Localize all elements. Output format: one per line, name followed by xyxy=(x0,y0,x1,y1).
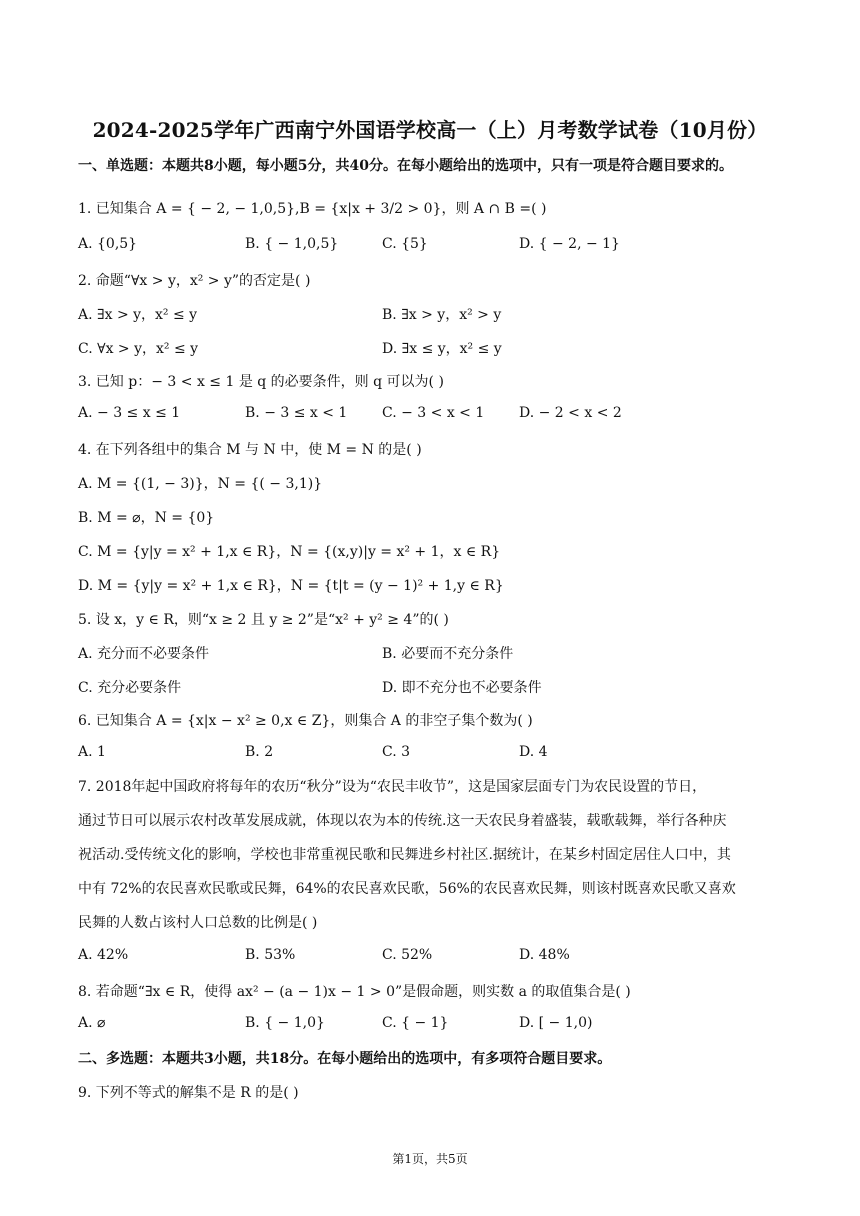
question-2-stem: 2. 命题“∀x > y，x² > y”的否定是( ) xyxy=(78,273,311,289)
q2-option-b: B. ∃x > y，x² > y xyxy=(382,307,502,323)
section-multiple-choice-heading: 二、多选题：本题共3小题，共18分。在每小题给出的选项中，有多项符合题目要求。 xyxy=(78,1051,612,1067)
q4-option-d: D. M = {y|y = x² + 1,x ∈ R}，N = {t|t = (y − 1)² + 1,y ∈ R} xyxy=(78,578,504,594)
q8-option-b: B. { − 1,0} xyxy=(245,1015,325,1031)
q1-option-a: A. {0,5} xyxy=(78,236,138,252)
q3-option-d: D. − 2 < x < 2 xyxy=(519,405,622,421)
q6-option-d: D. 4 xyxy=(519,744,548,760)
question-3-stem: 3. 已知 p：− 3 < x ≤ 1 是 q 的必要条件，则 q 可以为( ) xyxy=(78,374,444,390)
q5-option-c: C. 充分必要条件 xyxy=(78,680,182,696)
question-6-stem: 6. 已知集合 A = {x|x − x² ≥ 0,x ∈ Z}，则集合 A 的非空子集个数为( ) xyxy=(78,713,533,729)
q7-option-b: B. 53% xyxy=(245,947,296,963)
q4-option-c: C. M = {y|y = x² + 1,x ∈ R}，N = {(x,y)|y = x² + 1，x ∈ R} xyxy=(78,544,501,560)
question-9-stem: 9. 下列不等式的解集不是 R 的是( ) xyxy=(78,1085,299,1101)
q5-option-d: D. 即不充分也不必要条件 xyxy=(382,680,542,696)
q2-option-d: D. ∃x ≤ y，x² ≤ y xyxy=(382,341,502,357)
q7-line-3: 祝活动.受传统文化的影响，学校也非常重视民歌和民舞进乡村社区.据统计，在某乡村固定居住人口中，其 xyxy=(78,847,731,863)
section-single-choice-heading: 一、单选题：本题共8小题，每小题5分，共40分。在每小题给出的选项中，只有一项是符合题目要求的。 xyxy=(78,158,733,174)
q3-option-b: B. − 3 ≤ x < 1 xyxy=(245,405,348,421)
q2-option-c: C. ∀x > y，x² ≤ y xyxy=(78,341,199,357)
q1-option-b: B. { − 1,0,5} xyxy=(245,236,339,252)
question-1-stem: 1. 已知集合 A = { − 2, − 1,0,5},B = {x|x + 3/2 > 0}，则 A ∩ B =( ) xyxy=(78,201,547,217)
q7-line-2: 通过节日可以展示农村改革发展成就，体现以农为本的传统.这一天农民身着盛装，载歌载舞，举行各种庆 xyxy=(78,813,727,829)
exam-title: 2024-2025学年广西南宁外国语学校高一（上）月考数学试卷（10月份） xyxy=(92,118,768,142)
q7-option-a: A. 42% xyxy=(78,947,129,963)
q8-option-c: C. { − 1} xyxy=(382,1015,449,1031)
question-5-stem: 5. 设 x，y ∈ R，则“x ≥ 2 且 y ≥ 2”是“x² + y² ≥ 4”的( ) xyxy=(78,612,449,628)
q5-option-a: A. 充分而不必要条件 xyxy=(78,646,210,662)
q7-option-d: D. 48% xyxy=(519,947,570,963)
question-7-stem xyxy=(78,770,786,940)
page-footer: 第1页，共5页 xyxy=(392,1152,468,1166)
q1-option-d: D. { − 2, − 1} xyxy=(519,236,620,252)
q7-line-4: 中有 72%的农民喜欢民歌或民舞，64%的农民喜欢民歌，56%的农民喜欢民舞，则该村既喜欢民歌又喜欢 xyxy=(78,881,736,897)
q7-option-c: C. 52% xyxy=(382,947,433,963)
q3-option-c: C. − 3 < x < 1 xyxy=(382,405,485,421)
q5-option-b: B. 必要而不充分条件 xyxy=(382,646,514,662)
q8-option-a: A. ⌀ xyxy=(78,1015,106,1031)
q8-option-d: D. [ − 1,0) xyxy=(519,1015,593,1031)
q7-line-5: 民舞的人数占该村人口总数的比例是( ) xyxy=(78,915,318,931)
q1-option-c: C. {5} xyxy=(382,236,428,252)
q4-option-a: A. M = {(1, − 3)}，N = {( − 3,1)} xyxy=(78,476,323,492)
q3-option-a: A. − 3 ≤ x ≤ 1 xyxy=(78,405,181,421)
question-4-stem: 4. 在下列各组中的集合 M 与 N 中，使 M = N 的是( ) xyxy=(78,442,422,458)
q6-option-c: C. 3 xyxy=(382,744,411,760)
q6-option-a: A. 1 xyxy=(78,744,106,760)
q7-line-1: 7. 2018年起中国政府将每年的农历“秋分”设为“农民丰收节”，这是国家层面专门为农民设置的节日， xyxy=(78,779,707,795)
question-8-stem: 8. 若命题“∃x ∈ R，使得 ax² − (a − 1)x − 1 > 0”是假命题，则实数 a 的取值集合是( ) xyxy=(78,984,631,1000)
q2-option-a: A. ∃x > y，x² ≤ y xyxy=(78,307,198,323)
q4-option-b: B. M = ⌀，N = {0} xyxy=(78,510,215,526)
q6-option-b: B. 2 xyxy=(245,744,274,760)
